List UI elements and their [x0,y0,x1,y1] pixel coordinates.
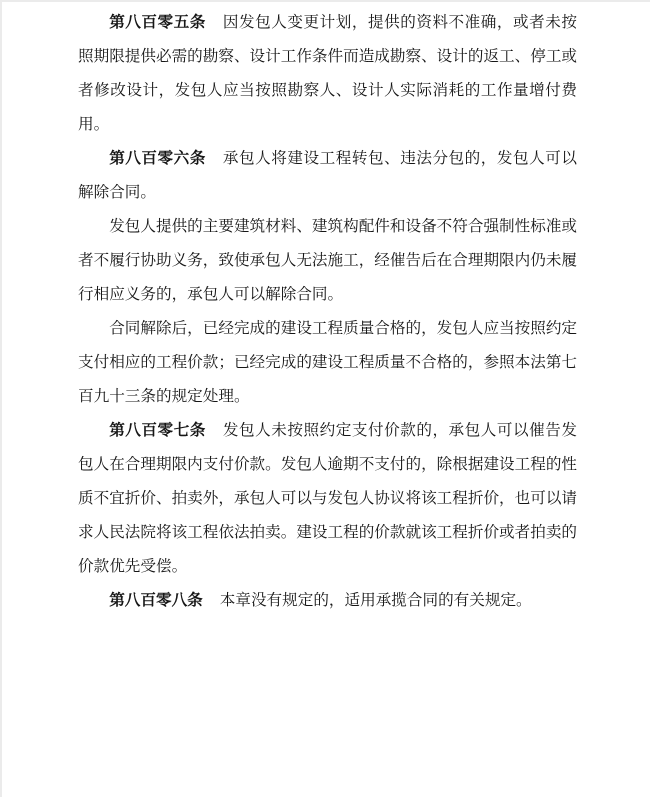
article-number-806: 第八百零六条 [109,150,206,167]
paragraph-text: 承包人将建设工程转包、违法分包的，发包人可以解除合同。 [78,150,577,201]
paragraph-text: 因发包人变更计划，提供的资料不准确，或者未按照期限提供必需的勘察、设计工作条件而造成勘察、设计的返工、停工或者修改设计，发包人应当按照勘察人、设计人实际消耗的工作量增付费用。 [78,14,578,133]
paragraph-article-808 [78,584,577,618]
paragraph-article-806 [78,142,577,210]
paragraph-article-806-clause-3 [78,312,577,414]
article-number-808: 第八百零八条 [109,592,203,609]
paragraph-text: 发包人提供的主要建筑材料、建筑构配件和设备不符合强制性标准或者不履行协助义务，致使承包人无法施工，经催告后在合理期限内仍未履行相应义务的，承包人可以解除合同。 [78,218,578,303]
paragraph-article-807 [78,414,577,584]
article-number-807: 第八百零七条 [109,422,206,439]
paragraph-text: 合同解除后，已经完成的建设工程质量合格的，发包人应当按照约定支付相应的工程价款；已经完成的建设工程质量不合格的，参照本法第七百九十三条的规定处理。 [78,320,578,405]
paragraph-article-805 [78,6,577,142]
paragraph-text: 发包人未按照约定支付价款的，承包人可以催告发包人在合理期限内支付价款。发包人逾期不支付的，除根据建设工程的性质不宜折价、拍卖外，承包人可以与发包人协议将该工程折价，也可以请求人民法院将该工程依法拍卖。建设工程的价款就该工程折价或者拍卖的价款优先受偿。 [78,422,578,575]
paragraph-text: 本章没有规定的，适用承揽合同的有关规定。 [219,592,532,609]
document-body [78,6,577,618]
paragraph-article-806-clause-2 [78,210,577,312]
article-number-805: 第八百零五条 [109,14,206,31]
